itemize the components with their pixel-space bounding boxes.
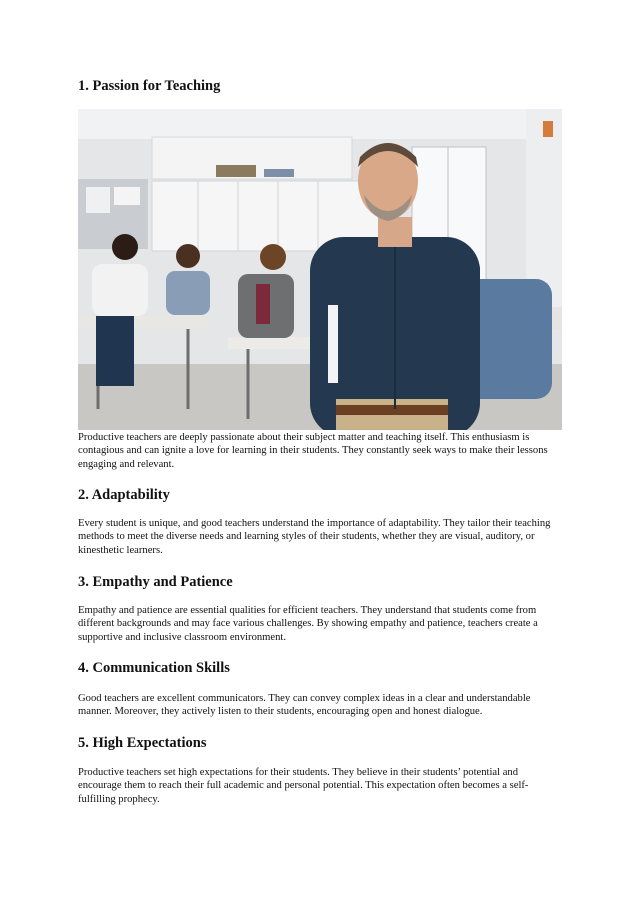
section-heading-adaptability: 2. Adaptability [78, 487, 170, 503]
section-heading-empathy: 3. Empathy and Patience [78, 574, 233, 590]
section-body-empathy: Empathy and patience are essential qualities for efficient teachers. They understand that students come from different backgrounds and may face various challenges. By showing empathy and patience, teachers create a supportive and inclusive classroom environment. [78, 605, 538, 643]
section-heading-communication: 4. Communication Skills [78, 660, 230, 676]
classroom-teacher-photo [78, 109, 562, 430]
section-body-adaptability: Every student is unique, and good teachers understand the importance of adaptability. They tailor their teaching methods to meet the diverse needs and learning styles of their students, whether they are visual, auditory, or kinesthetic learners. [78, 518, 551, 556]
section-heading-passion: 1. Passion for Teaching [78, 78, 221, 94]
section-body-communication: Good teachers are excellent communicators. They can convey complex ideas in a clear and understandable manner. Moreover, they actively listen to their students, encouraging open and honest dialogue. [78, 693, 531, 718]
classroom-photo-illustration [78, 109, 562, 430]
section-body-passion: Productive teachers are deeply passionate about their subject matter and teaching itself. This enthusiasm is contagious and can ignite a love for learning in their students. They constantly seek ways to make their lessons engaging and relevant. [78, 432, 548, 470]
section-heading-expectations: 5. High Expectations [78, 735, 207, 751]
section-body-expectations: Productive teachers set high expectations for their students. They believe in their students’ potential and encourage them to reach their full academic and personal potential. This expectation often becomes a self-fulfilling prophecy. [78, 767, 529, 805]
